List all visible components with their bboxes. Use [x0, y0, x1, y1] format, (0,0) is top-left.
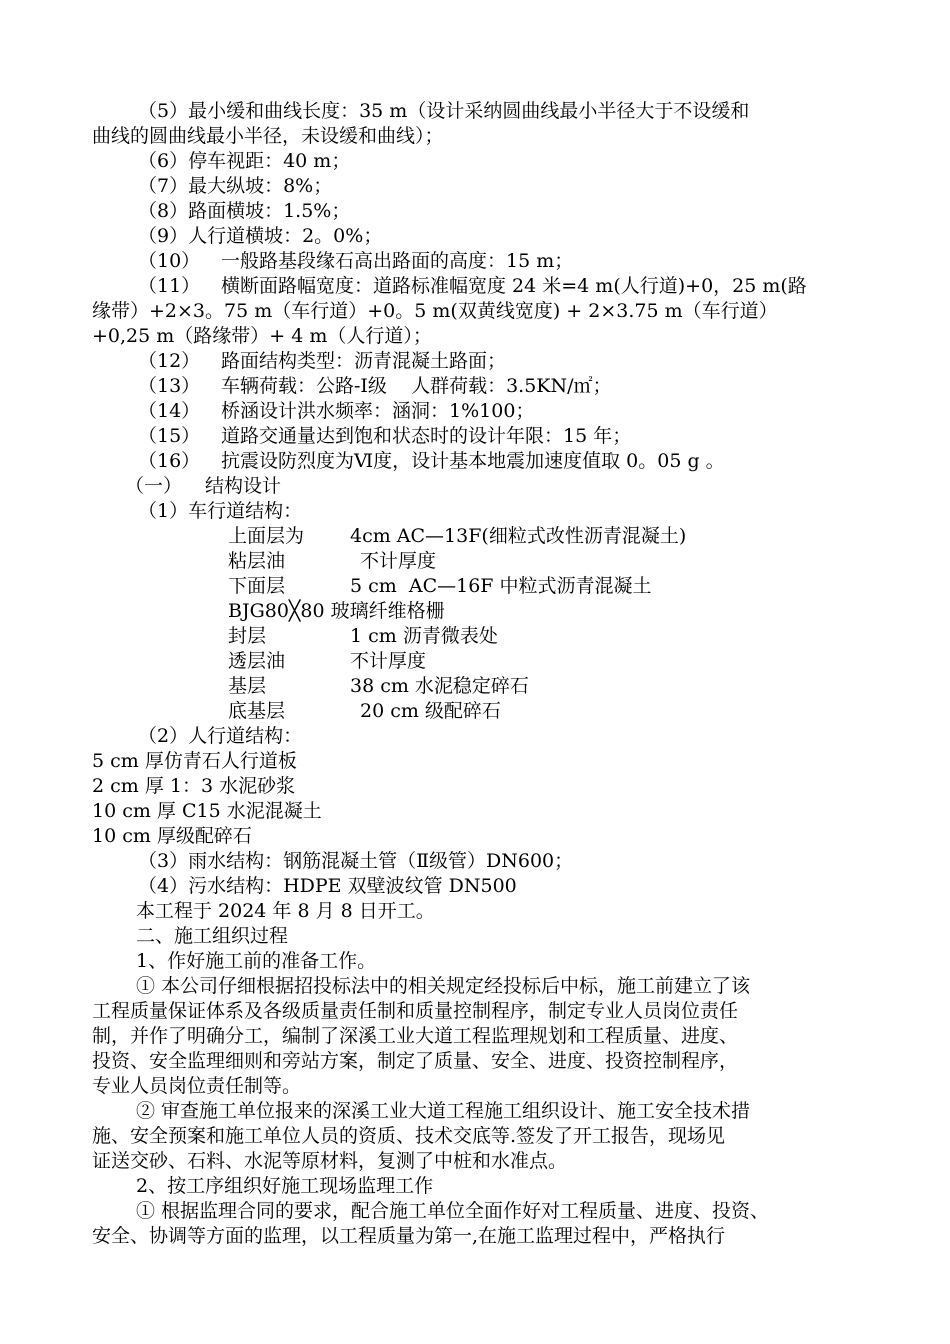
line-text: （4）污水结构：HDPE 双壁波纹管 DN500	[138, 875, 517, 897]
layer-name: 粘层油	[228, 550, 286, 572]
line-text: ① 本公司仔细根据招投标法中的相关规定经投标后中标，施工前建立了该	[136, 975, 751, 997]
spec-item-7	[92, 174, 870, 199]
item-number: （12）	[138, 350, 201, 372]
paragraph-line	[92, 1124, 870, 1149]
line-text: 施、安全预案和施工单位人员的资质、技术交底等.签发了开工报告，现场见	[92, 1125, 726, 1147]
item-number: （13）	[138, 375, 201, 397]
line-text: （7）最大纵坡：8%；	[138, 175, 333, 197]
spec-item-11-cont-2	[92, 324, 870, 349]
layer-value: 不计厚度	[350, 650, 427, 672]
line-text: 投资、安全监理细则和旁站方案，制定了质量、安全、进度、投资控制程序，	[92, 1050, 739, 1072]
line-text: 道路交通量达到饱和状态时的设计年限：15 年；	[221, 425, 632, 447]
subsection-title: 2、按工序组织好施工现场监理工作	[136, 1175, 434, 1197]
spec-item-9	[92, 224, 870, 249]
start-date-line	[92, 899, 870, 924]
sidewalk-layer	[92, 749, 870, 774]
layer-row	[92, 649, 870, 674]
line-text: （3）雨水结构：钢筋混凝土管（Ⅱ级管）DN600；	[138, 850, 574, 872]
line-text: 证送交砂、石料、水泥等原材料，复测了中桩和水准点。	[92, 1150, 568, 1172]
item-number: （15）	[138, 425, 201, 447]
line-text: （5）最小缓和曲线长度：35 m（设计采纳圆曲线最小半径大于不设缓和	[138, 100, 750, 122]
layer-row	[92, 599, 870, 624]
line-text: 缘带）+2×3。75 m（车行道）+0。5 m(双黄线宽度) + 2×3.75 m（车行道）	[92, 300, 778, 322]
layer-row	[92, 674, 870, 699]
layer-value: 5 cm AC—16F 中粒式沥青混凝土	[350, 575, 652, 597]
subsection-heading-2	[92, 1174, 870, 1199]
layer-row	[92, 524, 870, 549]
paragraph-line	[92, 1074, 870, 1099]
layer-row	[92, 624, 870, 649]
layer-value: 1 cm 沥青微表处	[350, 625, 498, 647]
line-text: 工程质量保证体系及各级质量责任制和质量控制程序，制定专业人员岗位责任	[92, 1000, 739, 1022]
item-number: （14）	[138, 400, 201, 422]
paragraph-line	[92, 999, 870, 1024]
line-text: 10 cm 厚 C15 水泥混凝土	[92, 800, 322, 822]
sidewalk-layer	[92, 824, 870, 849]
layer-name: 底基层	[228, 700, 286, 722]
paragraph-line	[92, 1049, 870, 1074]
layer-name: 下面层	[228, 575, 286, 597]
spec-item-14	[92, 399, 870, 424]
line-text: 一般路基段缘石高出路面的高度：15 m；	[221, 250, 574, 272]
line-text: +0,25 m（路缘带）+ 4 m（人行道）；	[92, 325, 432, 347]
line-text: 本工程于 2024 年 8 月 8 日开工。	[136, 900, 435, 922]
paragraph-line	[92, 1024, 870, 1049]
line-text: （6）停车视距：40 m；	[138, 150, 351, 172]
subsection-heading-1	[92, 949, 870, 974]
line-text: 横断面路幅宽度：道路标准幅宽度 24 米=4 m(人行道)+0，25 m(路	[221, 275, 807, 297]
layer-name: 透层油	[228, 650, 286, 672]
line-text: 桥涵设计洪水频率：涵洞：1%100；	[221, 400, 535, 422]
spec-item-11	[92, 274, 870, 299]
spec-item-13	[92, 374, 870, 399]
layer-value: 20 cm 级配碎石	[360, 700, 501, 722]
line-text: ① 根据监理合同的要求，配合施工单位全面作好对工程质量、进度、投资、	[136, 1200, 770, 1222]
paragraph-line	[92, 1099, 870, 1124]
layer-name: 封层	[228, 625, 267, 647]
line-text: （1）车行道结构：	[138, 500, 303, 522]
line-text: （8）路面横坡：1.5%；	[138, 200, 351, 222]
line-text: ② 审查施工单位报来的深溪工业大道工程施工组织设计、施工安全技术措	[136, 1100, 751, 1122]
subsection-title: 1、作好施工前的准备工作。	[136, 950, 377, 972]
layer-value: 4cm AC—13F(细粒式改性沥青混凝土)	[350, 525, 687, 547]
paragraph-line	[92, 1199, 870, 1224]
line-text: 路面结构类型：沥青混凝土路面；	[221, 350, 507, 372]
item-number: （11）	[138, 275, 201, 297]
sewage-structure	[92, 874, 870, 899]
line-text: 10 cm 厚级配碎石	[92, 825, 252, 847]
section-heading-process	[92, 924, 870, 949]
spec-item-6	[92, 149, 870, 174]
rainwater-structure	[92, 849, 870, 874]
section-heading-structure	[92, 474, 870, 499]
section-number: （一）	[125, 475, 183, 497]
layer-row	[92, 549, 870, 574]
document-body	[92, 99, 870, 1249]
layer-value: 38 cm 水泥稳定碎石	[350, 675, 529, 697]
section-title: 二、施工组织过程	[136, 925, 289, 947]
layer-name: 基层	[228, 675, 267, 697]
spec-item-8	[92, 199, 870, 224]
line-text: BJG80╳80 玻璃纤维格栅	[228, 600, 445, 622]
line-text: 曲线的圆曲线最小半径，未设缓和曲线）；	[92, 125, 444, 147]
paragraph-line	[92, 1149, 870, 1174]
spec-item-10	[92, 249, 870, 274]
item-number: （16）	[138, 450, 201, 472]
spec-item-15	[92, 424, 870, 449]
line-text: 车辆荷载：公路-Ⅰ级 人群荷载：3.5KN/㎡；	[221, 375, 612, 397]
line-text: （9）人行道横坡：2。0%；	[138, 225, 383, 247]
line-text: 专业人员岗位责任制等。	[92, 1075, 302, 1097]
spec-item-12	[92, 349, 870, 374]
line-text: 制，并作了明确分工，编制了深溪工业大道工程监理规划和工程质量、进度、	[92, 1025, 739, 1047]
section-title: 结构设计	[205, 475, 282, 497]
layer-row	[92, 574, 870, 599]
item-number: （10）	[138, 250, 201, 272]
spec-item-11-cont-1	[92, 299, 870, 324]
sidewalk-layer	[92, 799, 870, 824]
spec-item-5	[92, 99, 870, 124]
roadway-structure-heading	[92, 499, 870, 524]
line-text: 5 cm 厚仿青石人行道板	[92, 750, 297, 772]
sidewalk-structure-heading	[92, 724, 870, 749]
paragraph-line	[92, 974, 870, 999]
spec-item-5-cont	[92, 124, 870, 149]
line-text: 安全、协调等方面的监理，以工程质量为第一,在施工监理过程中，严格执行	[92, 1225, 726, 1247]
line-text: 2 cm 厚 1：3 水泥砂浆	[92, 775, 296, 797]
layer-value: 不计厚度	[360, 550, 437, 572]
line-text: （2）人行道结构：	[138, 725, 303, 747]
spec-item-16	[92, 449, 870, 474]
paragraph-line	[92, 1224, 870, 1249]
layer-row	[92, 699, 870, 724]
layer-name: 上面层为	[228, 525, 305, 547]
sidewalk-layer	[92, 774, 870, 799]
line-text: 抗震设防烈度为Ⅵ度，设计基本地震加速度值取 0。05 g 。	[221, 450, 725, 472]
